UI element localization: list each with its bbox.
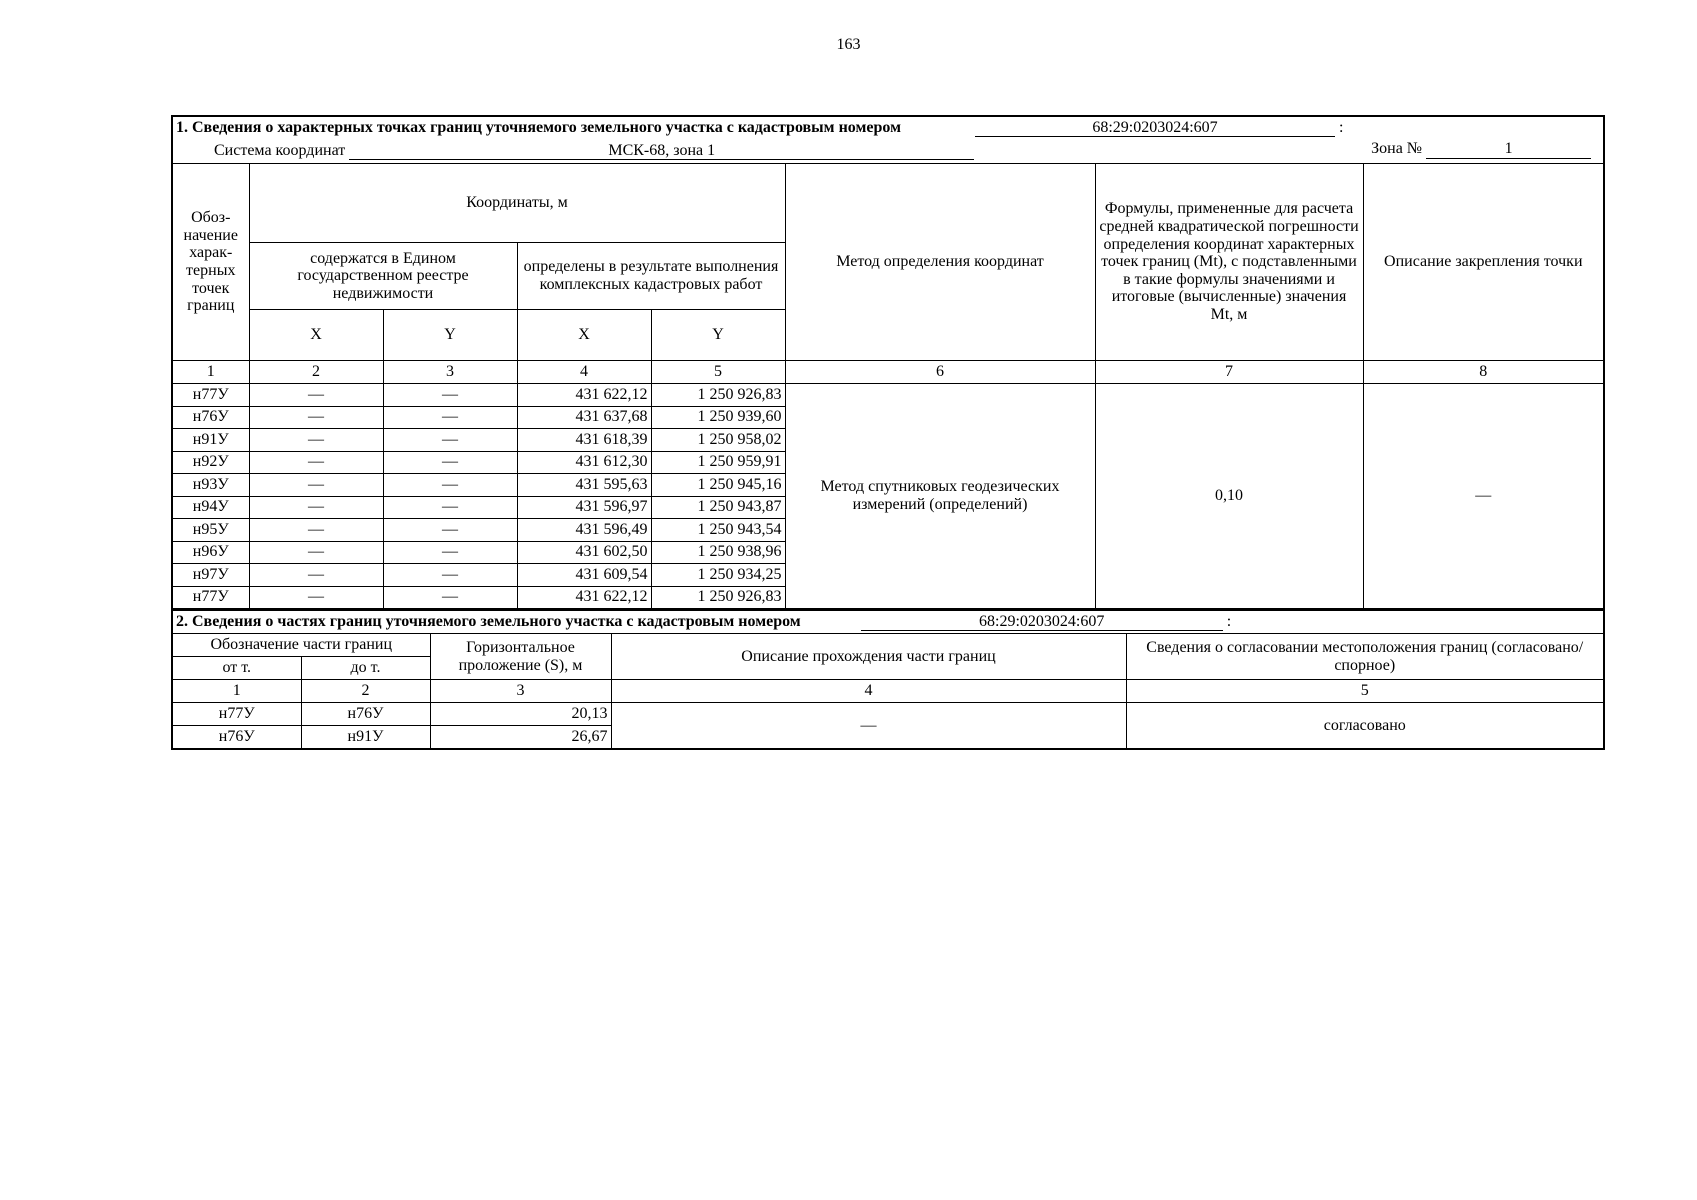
header-part-designation: Обозначение части границ — [172, 634, 430, 657]
registry-y: — — [383, 406, 517, 429]
determined-y: 1 250 943,87 — [651, 496, 785, 519]
zone-value: 1 — [1426, 140, 1591, 159]
header-from: от т. — [172, 657, 301, 680]
part-from: н76У — [172, 726, 301, 750]
section1-title-cell — [172, 116, 1604, 139]
determined-x: 431 618,39 — [517, 429, 651, 452]
table-row — [172, 384, 1604, 407]
registry-x: — — [249, 429, 383, 452]
header-coordinates: Координаты, м — [249, 164, 785, 243]
registry-x: — — [249, 519, 383, 542]
column-numbers-row — [172, 680, 1604, 703]
header-description: Описание прохождения части границ — [611, 634, 1126, 680]
point-id: н77У — [172, 384, 249, 407]
header-horizontal: Горизонтальное проложение (S), м — [430, 634, 611, 680]
page-number: 163 — [836, 36, 861, 53]
header-method: Метод определения координат — [785, 164, 1095, 361]
determined-x: 431 595,63 — [517, 474, 651, 497]
col-number: 3 — [383, 361, 517, 384]
section2-cadastral-number: 68:29:0203024:607 — [861, 613, 1223, 632]
registry-x: — — [249, 496, 383, 519]
point-id: н93У — [172, 474, 249, 497]
determined-y: 1 250 943,54 — [651, 519, 785, 542]
determined-x: 431 596,97 — [517, 496, 651, 519]
header-determined: определены в результате выполнения комплексных кадастровых работ — [517, 243, 785, 310]
mt-value: 0,10 — [1095, 384, 1363, 610]
determined-x: 431 609,54 — [517, 564, 651, 587]
header-determined-y: Y — [651, 310, 785, 361]
determined-x: 431 637,68 — [517, 406, 651, 429]
part-distance: 26,67 — [430, 726, 611, 750]
header-in-registry: содержатся в Едином государственном реестре недвижимости — [249, 243, 517, 310]
table-row — [172, 703, 1604, 726]
determined-x: 431 622,12 — [517, 384, 651, 407]
header-designation: Обоз-начение харак-терных точек границ — [172, 164, 249, 361]
coord-system-value: МСК-68, зона 1 — [349, 142, 974, 161]
registry-y: — — [383, 451, 517, 474]
registry-y: — — [383, 564, 517, 587]
determined-y: 1 250 938,96 — [651, 541, 785, 564]
header-to: до т. — [301, 657, 430, 680]
coord-system-cell — [172, 139, 1604, 164]
point-id: н92У — [172, 451, 249, 474]
col-number: 5 — [1126, 680, 1604, 703]
boundary-parts-table — [171, 610, 1605, 750]
point-id: н95У — [172, 519, 249, 542]
col-number: 1 — [172, 680, 301, 703]
header-agreement: Сведения о согласовании местоположения границ (согласовано/спорное) — [1126, 634, 1604, 680]
determined-x: 431 622,12 — [517, 586, 651, 609]
col-number: 8 — [1363, 361, 1604, 384]
section1-title: 1. Сведения о характерных точках границ уточняемого земельного участка с кадастровым номером — [176, 118, 901, 136]
header-formulas: Формулы, примененные для расчета средней квадратической погрешности определения координат характерных точек границ (Mt), с подставленными в такие формулы значениями и итоговые (вычисленные) значения Mt, м — [1095, 164, 1363, 361]
method-value: Метод спутниковых геодезических измерений (определений) — [785, 384, 1095, 610]
point-id: н91У — [172, 429, 249, 452]
section2-title-suffix: : — [1226, 612, 1232, 630]
col-number: 6 — [785, 361, 1095, 384]
determined-y: 1 250 958,02 — [651, 429, 785, 452]
registry-y: — — [383, 384, 517, 407]
part-to: н91У — [301, 726, 430, 750]
registry-y: — — [383, 586, 517, 609]
registry-x: — — [249, 406, 383, 429]
registry-x: — — [249, 474, 383, 497]
registry-x: — — [249, 451, 383, 474]
header-registry-x: X — [249, 310, 383, 361]
point-id: н76У — [172, 406, 249, 429]
determined-y: 1 250 926,83 — [651, 586, 785, 609]
fixing-value: — — [1363, 384, 1604, 610]
registry-y: — — [383, 429, 517, 452]
determined-y: 1 250 959,91 — [651, 451, 785, 474]
col-number: 2 — [249, 361, 383, 384]
header-fixing: Описание закрепления точки — [1363, 164, 1604, 361]
part-from: н77У — [172, 703, 301, 726]
registry-y: — — [383, 541, 517, 564]
section2-title-cell — [172, 611, 1604, 634]
registry-y: — — [383, 519, 517, 542]
determined-x: 431 596,49 — [517, 519, 651, 542]
determined-x: 431 612,30 — [517, 451, 651, 474]
section1-title-suffix: : — [1338, 118, 1344, 136]
col-number: 4 — [517, 361, 651, 384]
registry-y: — — [383, 496, 517, 519]
point-id: н94У — [172, 496, 249, 519]
col-number: 1 — [172, 361, 249, 384]
point-id: н96У — [172, 541, 249, 564]
column-numbers-row — [172, 361, 1604, 384]
section2-title: 2. Сведения о частях границ уточняемого земельного участка с кадастровым номером — [176, 612, 801, 630]
document-sheet — [171, 115, 1603, 750]
boundary-points-table — [171, 115, 1605, 610]
point-id: н97У — [172, 564, 249, 587]
registry-x: — — [249, 541, 383, 564]
determined-y: 1 250 926,83 — [651, 384, 785, 407]
description-value: — — [611, 703, 1126, 750]
col-number: 7 — [1095, 361, 1363, 384]
determined-y: 1 250 939,60 — [651, 406, 785, 429]
col-number: 4 — [611, 680, 1126, 703]
point-id: н77У — [172, 586, 249, 609]
registry-x: — — [249, 586, 383, 609]
determined-x: 431 602,50 — [517, 541, 651, 564]
header-registry-y: Y — [383, 310, 517, 361]
header-determined-x: X — [517, 310, 651, 361]
determined-y: 1 250 945,16 — [651, 474, 785, 497]
part-distance: 20,13 — [430, 703, 611, 726]
determined-y: 1 250 934,25 — [651, 564, 785, 587]
zone-label: Зона № — [1371, 140, 1423, 157]
registry-y: — — [383, 474, 517, 497]
col-number: 3 — [430, 680, 611, 703]
col-number: 5 — [651, 361, 785, 384]
agreement-value: согласовано — [1126, 703, 1604, 750]
col-number: 2 — [301, 680, 430, 703]
coord-system-label: Система координат — [214, 141, 346, 159]
section1-cadastral-number: 68:29:0203024:607 — [975, 119, 1335, 138]
registry-x: — — [249, 384, 383, 407]
part-to: н76У — [301, 703, 430, 726]
registry-x: — — [249, 564, 383, 587]
